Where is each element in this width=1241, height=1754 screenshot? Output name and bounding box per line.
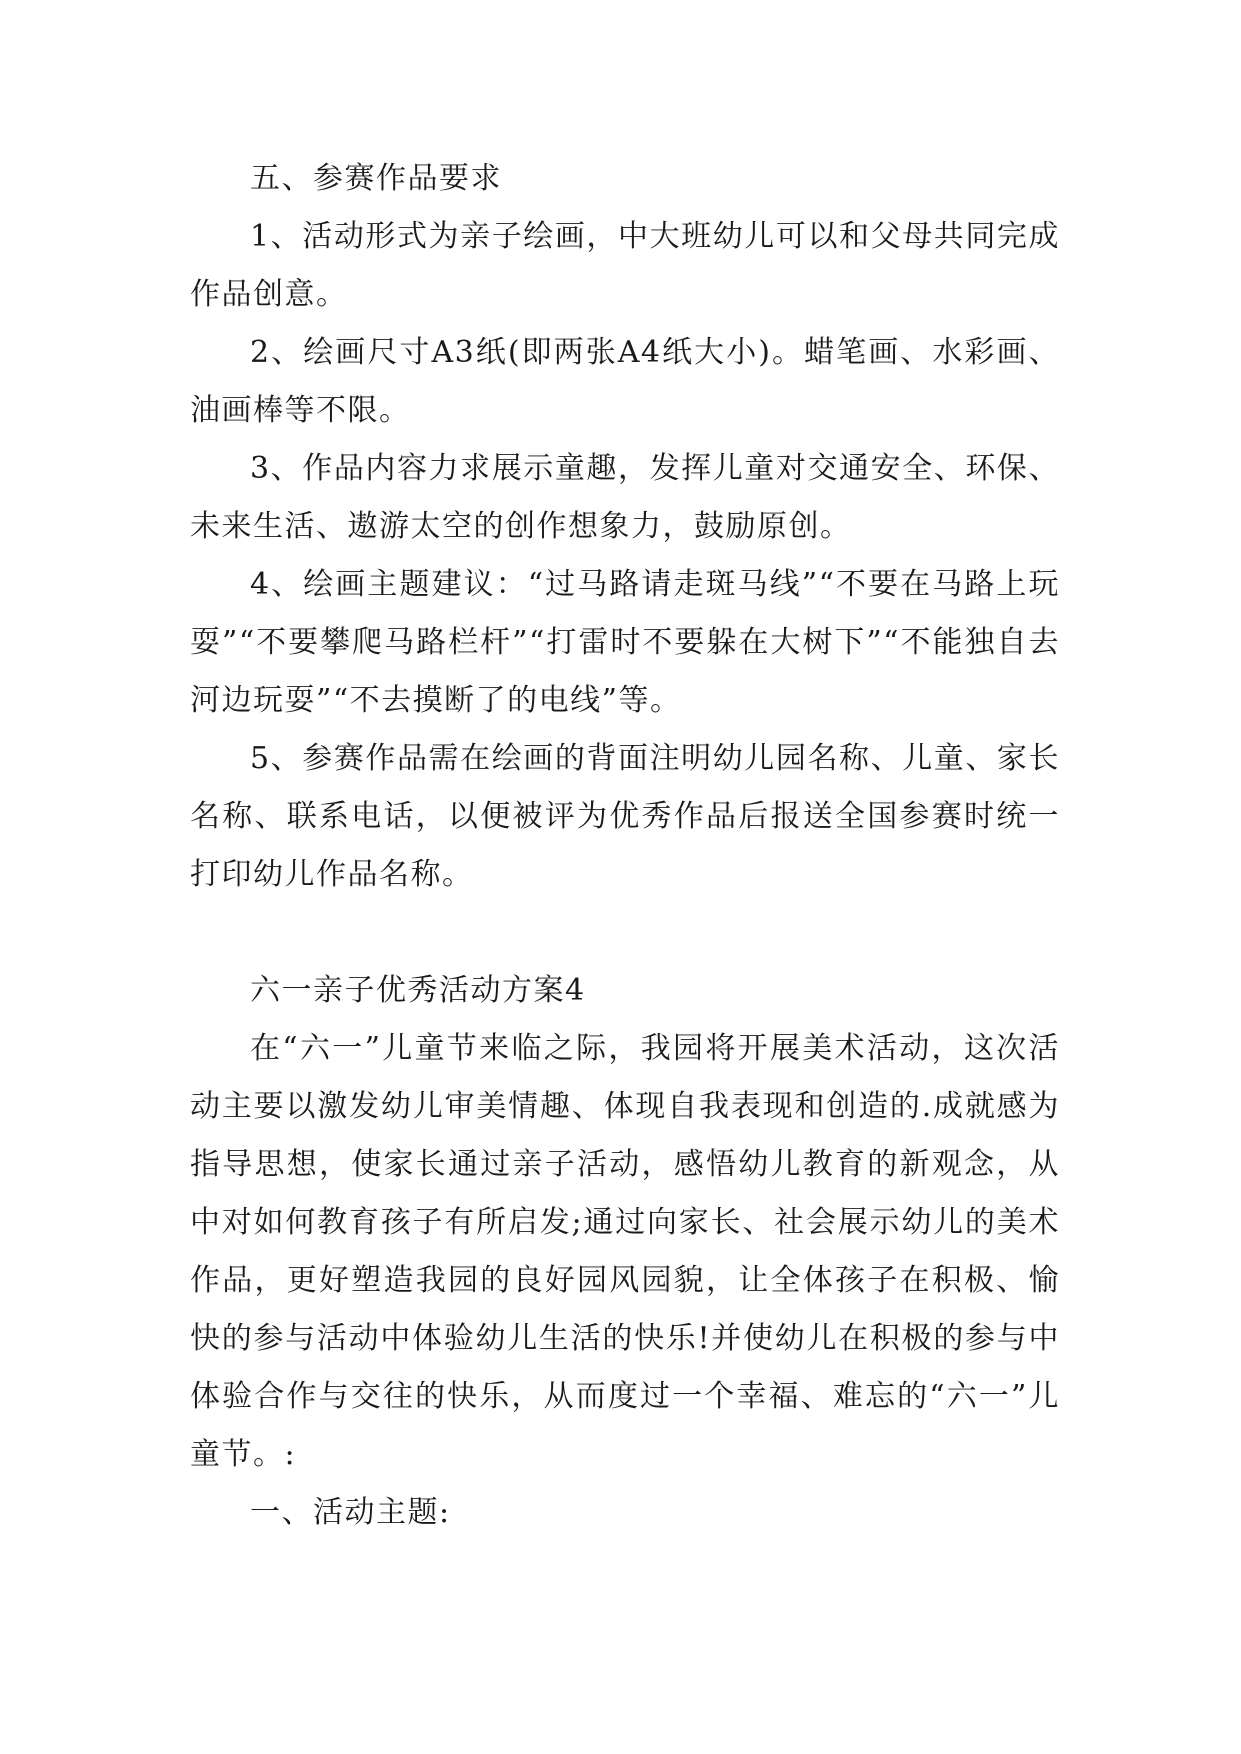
- document-body: [190, 150, 1060, 1542]
- requirement-item-5: 5、参赛作品需在绘画的背面注明幼儿园名称、儿童、家长名称、联系电话，以便被评为优秀作品后报送全国参赛时统一打印幼儿作品名称。: [190, 741, 1060, 892]
- section-heading-theme: 一、活动主题:: [250, 1495, 451, 1530]
- section-spacer: [190, 904, 1060, 962]
- requirement-item-3: 3、作品内容力求展示童趣，发挥儿童对交通安全、环保、未来生活、遨游太空的创作想象力，鼓励原创。: [190, 451, 1060, 544]
- requirement-item-2: 2、绘画尺寸A3纸(即两张A4纸大小)。蜡笔画、水彩画、油画棒等不限。: [190, 335, 1060, 428]
- plan-intro-paragraph: 在“六一”儿童节来临之际，我园将开展美术活动，这次活动主要以激发幼儿审美情趣、体现自我表现和创造的.成就感为指导思想，使家长通过亲子活动，感悟幼儿教育的新观念，从中对如何教育孩子有所启发;通过向家长、社会展示幼儿的美术作品，更好塑造我园的良好园风园貌，让全体孩子在积极、愉快的参与活动中体验幼儿生活的快乐!并使幼儿在积极的参与中体验合作与交往的快乐，从而度过一个幸福、难忘的“六一”儿童节。:: [190, 1031, 1060, 1472]
- plan-title: 六一亲子优秀活动方案4: [250, 973, 586, 1008]
- requirement-item-1: 1、活动形式为亲子绘画，中大班幼儿可以和父母共同完成作品创意。: [190, 219, 1060, 312]
- section-heading-requirements: 五、参赛作品要求: [250, 161, 502, 196]
- requirement-item-4: 4、绘画主题建议：“过马路请走斑马线”“不要在马路上玩耍”“不要攀爬马路栏杆”“打雷时不要躲在大树下”“不能独自去河边玩耍”“不去摸断了的电线”等。: [190, 567, 1060, 718]
